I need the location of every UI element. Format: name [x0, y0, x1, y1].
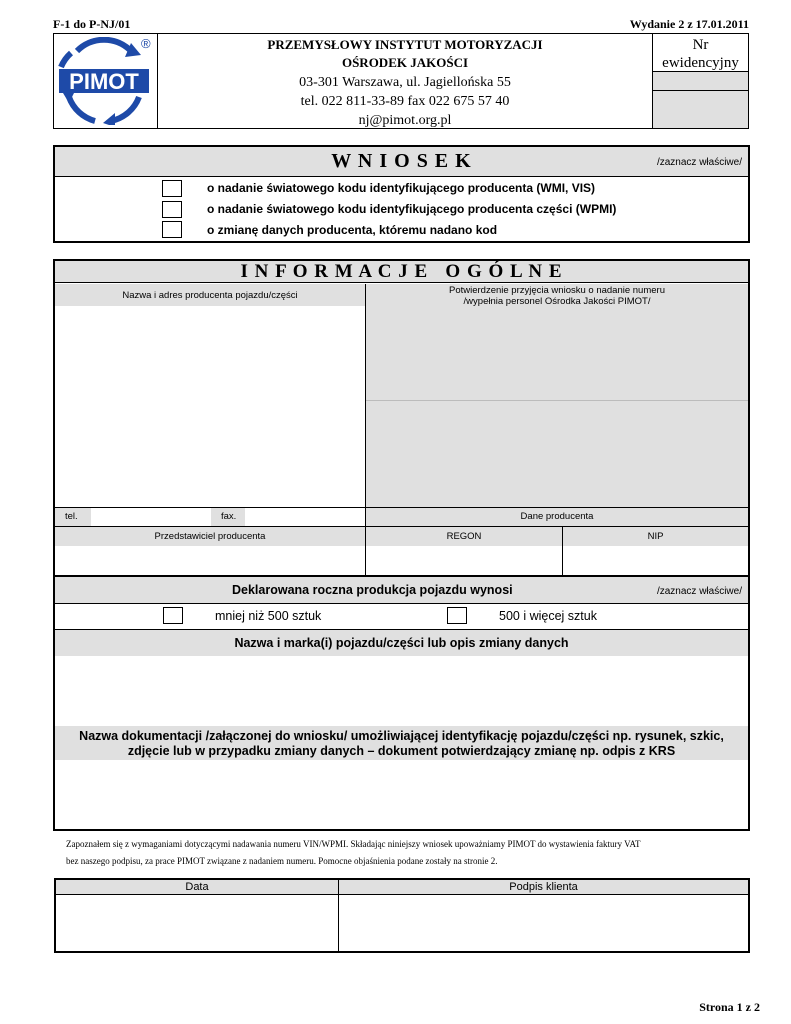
- signature-table: [54, 878, 750, 953]
- confirmation-area: [366, 284, 748, 507]
- request-title: W N I O S E K: [331, 150, 472, 172]
- representative-field[interactable]: [59, 549, 361, 573]
- confirmation-label-2: /wypełnia personel Ośrodka Jakości PIMOT/: [463, 296, 651, 307]
- signature-field[interactable]: [343, 898, 743, 948]
- header-box: [53, 33, 749, 129]
- documentation-label: Nazwa dokumentacji /załączonej do wniosku/ umożliwiającej identyfikację pojazdu/części np. rysunek, szkic, zdjęcie lub w przypadku zmiany danych – dokument potwierdzający zmianę np. odpis z KRS: [55, 726, 748, 760]
- consent-statement: Zapoznałem się z wymaganiami dotyczącymi nadawania numeru VIN/WPMI. Składając niniejszy wniosek upoważniamy PIMOT do wystawienia faktury VAT bez naszego podpisu, za prace PIMOT związane z nadaniem numeru. Pomocne objaśnienia podane zostały na stronie 2.: [66, 839, 641, 866]
- regon-field[interactable]: [369, 549, 559, 573]
- edition-info: Wydanie 2 z 17.01.2011: [629, 17, 749, 31]
- logo-cell: [54, 34, 158, 128]
- checkbox-wmi[interactable]: [162, 180, 182, 197]
- signature-label: Podpis klienta: [339, 880, 748, 894]
- producer-name-label: Nazwa i adres producenta pojazdu/części: [55, 284, 365, 306]
- nip-field[interactable]: [566, 549, 744, 573]
- fax-label: fax.: [211, 508, 245, 526]
- regon-label: REGON: [366, 527, 562, 546]
- option-less-500: mniej niż 500 sztuk: [215, 609, 322, 623]
- page-number: Strona 1 z 2: [699, 1000, 760, 1014]
- nip-label: NIP: [563, 527, 748, 546]
- declared-production-label: Deklarowana roczna produkcja pojazdu wynosi: [232, 583, 513, 597]
- producer-data-label: Dane producenta: [366, 508, 748, 526]
- checkbox-500-more[interactable]: [447, 607, 467, 624]
- checkbox-wpmi[interactable]: [162, 201, 182, 218]
- vehicle-name-label: Nazwa i marka(i) pojazdu/części lub opis zmiany danych: [55, 630, 748, 656]
- general-info-section: [53, 259, 750, 831]
- institute-name: PRZEMYSŁOWY INSTYTUT MOTORYZACJI: [267, 37, 543, 52]
- tel-field[interactable]: [93, 509, 209, 525]
- date-field[interactable]: [60, 898, 334, 948]
- checkbox-data-change[interactable]: [162, 221, 182, 238]
- representative-label: Przedstawiciel producenta: [55, 527, 365, 546]
- logo-text: PIMOT: [69, 69, 139, 94]
- institute-info: [158, 34, 652, 128]
- documentation-field[interactable]: [57, 761, 746, 827]
- record-number-label: Nr ewidencyjny: [652, 34, 748, 72]
- option-wpmi: o nadanie światowego kodu identyfikującego producenta części (WPMI): [207, 202, 617, 216]
- institute-contact: tel. 022 811-33-89 fax 022 675 57 40: [300, 94, 510, 109]
- option-500-more: 500 i więcej sztuk: [499, 609, 597, 623]
- institute-department: OŚRODEK JAKOŚCI: [341, 55, 469, 70]
- general-title: I N F O R M A C J E O G Ó L N E: [240, 261, 563, 282]
- registered-mark: ®: [141, 36, 151, 51]
- fax-field[interactable]: [247, 509, 363, 525]
- date-label: Data: [56, 880, 338, 894]
- option-wmi: o nadanie światowego kodu identyfikującego producenta (WMI, VIS): [207, 181, 596, 195]
- declared-production-header: [55, 577, 748, 603]
- request-header: [55, 147, 748, 177]
- form-code: F-1 do P-NJ/01: [53, 17, 131, 31]
- pimot-logo: [57, 37, 151, 125]
- producer-name-field[interactable]: [57, 308, 363, 504]
- record-number-field[interactable]: [652, 72, 748, 128]
- institute-email: nj@pimot.org.pl: [358, 113, 452, 128]
- institute-address: 03-301 Warszawa, ul. Jagiellońska 55: [299, 75, 511, 90]
- declared-production-hint: /zaznacz właściwe/: [656, 586, 742, 597]
- option-data-change: o zmianę danych producenta, któremu nadano kod: [207, 223, 498, 237]
- request-hint: /zaznacz właściwe/: [656, 157, 742, 168]
- general-header: [55, 261, 748, 283]
- request-section: [53, 145, 750, 243]
- checkbox-less-500[interactable]: [163, 607, 183, 624]
- vehicle-name-field[interactable]: [57, 658, 746, 724]
- tel-label: tel.: [55, 508, 91, 526]
- confirmation-label-1: Potwierdzenie przyjęcia wniosku o nadanie numeru: [449, 285, 665, 296]
